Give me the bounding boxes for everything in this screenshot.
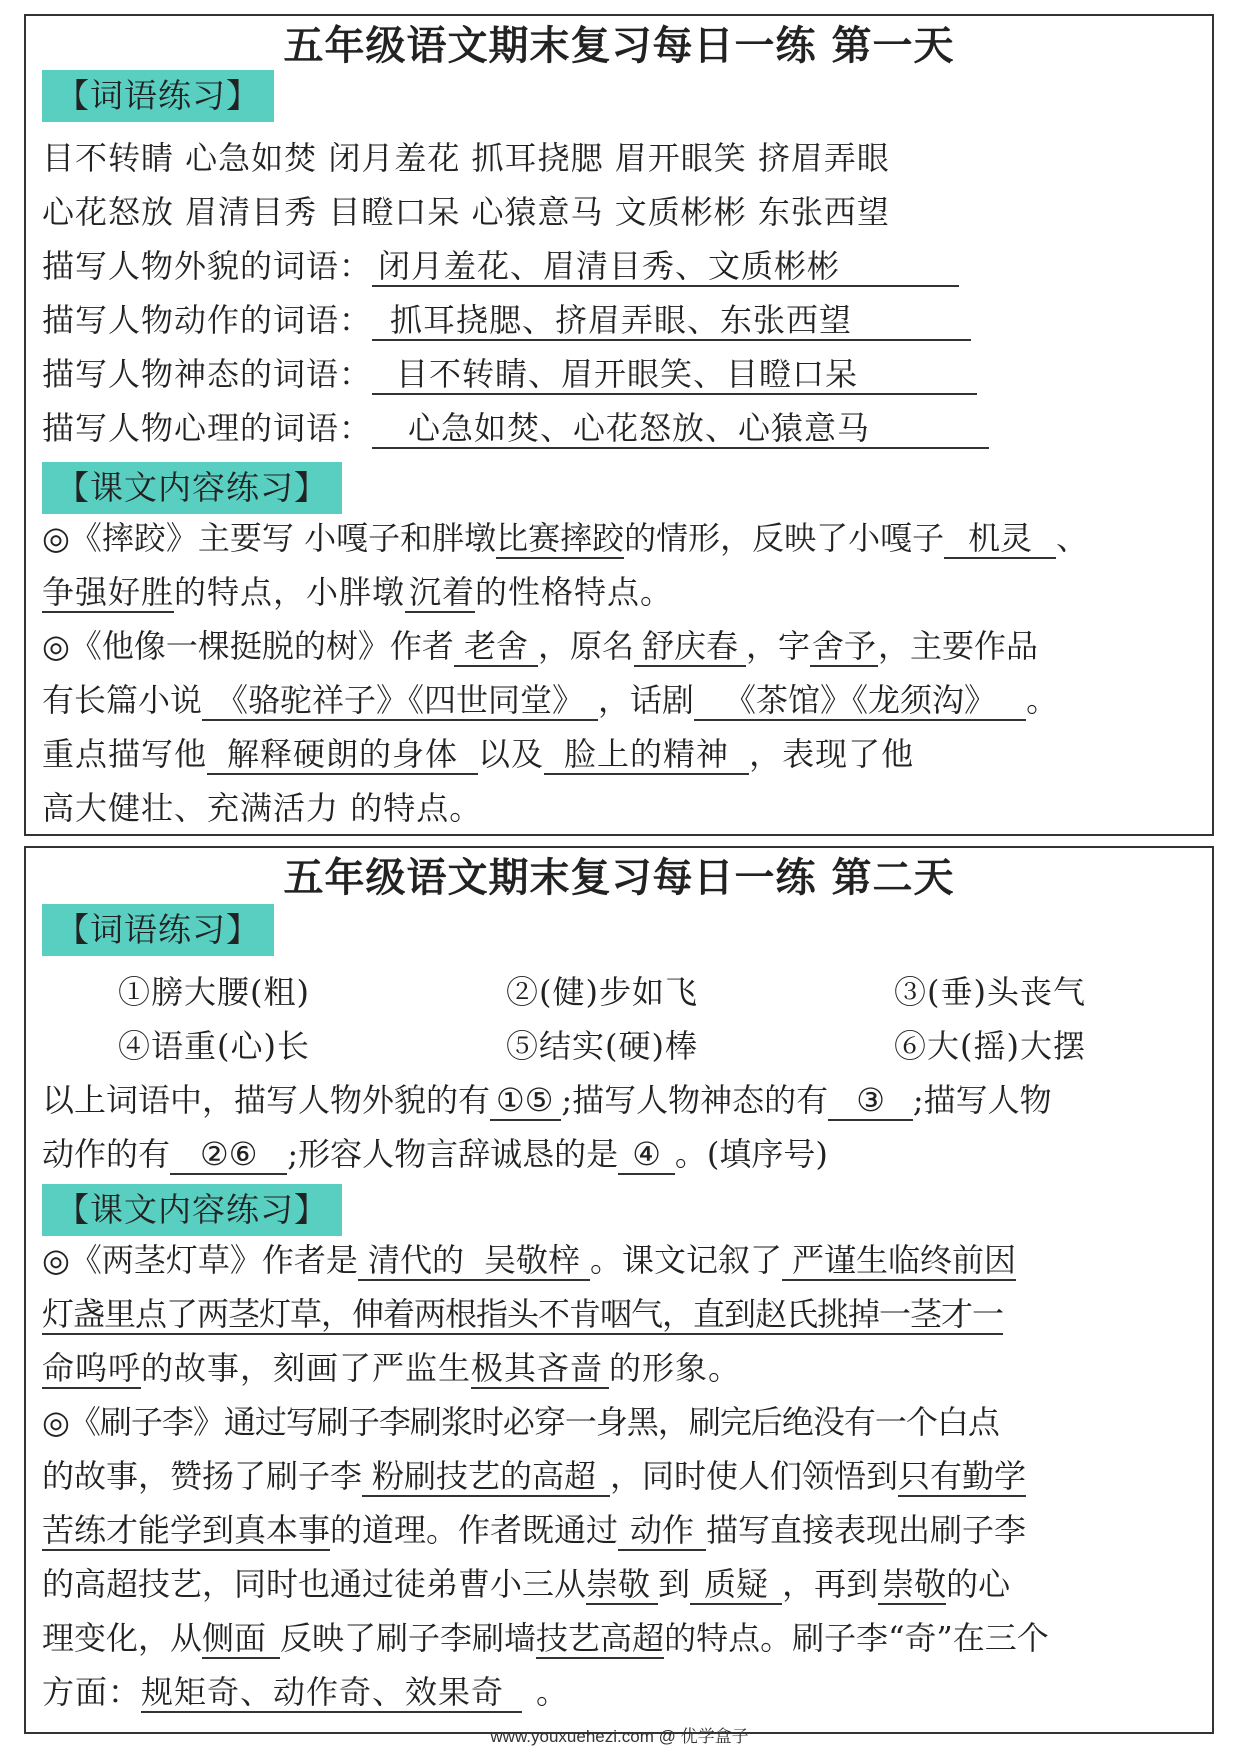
- answer: 动作: [618, 1511, 706, 1551]
- answer: 极其吝啬: [471, 1349, 609, 1389]
- answer: 崇敬: [878, 1565, 946, 1605]
- answer: 吴敬梓: [474, 1241, 590, 1281]
- answer: 机灵: [944, 519, 1056, 559]
- answer: 目不转睛、眉开眼笑、目瞪口呆: [372, 355, 977, 395]
- text: 的心: [946, 1565, 1011, 1603]
- day1-q-action: [42, 300, 1196, 341]
- answer: 闭月羞花、眉清目秀、文质彬彬: [372, 247, 959, 287]
- answer: 老舍: [454, 627, 538, 667]
- day2-q-line2: [42, 1134, 1196, 1175]
- text: 以上词语中，描写人物外貌的有: [42, 1081, 491, 1119]
- text: 的故事，赞扬了刷子李: [42, 1457, 363, 1495]
- answer: ④: [618, 1135, 675, 1175]
- text: ;描写人物神态的有: [561, 1081, 829, 1119]
- day2-text-header: 【课文内容练习】: [42, 1184, 342, 1236]
- text: ◎《摔跤》主要写 小嘎子和胖墩: [42, 519, 497, 557]
- day1-title: 五年级语文期末复习每日一练 第一天: [283, 22, 955, 69]
- text: ;描写人物: [912, 1081, 1052, 1119]
- text: 。: [1026, 681, 1059, 719]
- text: 的特点。: [339, 789, 483, 827]
- day2-item-1: ①膀大腰(粗): [118, 973, 310, 1011]
- text: 有长篇小说: [42, 681, 203, 719]
- answer: 命呜呼: [42, 1349, 142, 1387]
- answer: 苦练才能学到真本事: [42, 1511, 331, 1549]
- day1-p1-line2: [42, 572, 1196, 613]
- text: ，字: [745, 627, 810, 665]
- day2-item-5: ⑤结实(硬)棒: [506, 1027, 698, 1065]
- text: 的高超技艺，同时也通过徒弟曹小三从: [42, 1565, 587, 1603]
- text: ◎《两茎灯草》作者是: [42, 1241, 358, 1279]
- answer: 灯盏里点了两茎灯草，伸着两根指头不肯咽气，直到赵氏挑掉一茎才一: [42, 1295, 1004, 1333]
- day2-p2-line5: [42, 1618, 1196, 1659]
- text: ，主要作品: [878, 627, 1039, 665]
- day2-title: 五年级语文期末复习每日一练 第二天: [283, 854, 955, 901]
- day1-vocab-row2: 心花怒放 眉清目秀 目瞪口呆 心猿意马 文质彬彬 东张西望: [42, 193, 890, 231]
- answer: 规矩奇、动作奇、效果奇: [141, 1673, 522, 1713]
- text: 以及: [478, 735, 545, 773]
- text: 重点描写他: [42, 735, 208, 773]
- text: ，话剧: [598, 681, 695, 719]
- answer: 脸上的精神: [544, 735, 749, 775]
- answer: 抓耳挠腮、挤眉弄眼、东张西望: [372, 301, 971, 341]
- day2-item-6: ⑥大(摇)大摆: [894, 1027, 1086, 1065]
- answer: 高大健壮、充满活力: [42, 789, 340, 827]
- label: 描写人物心理的词语：: [42, 409, 373, 447]
- footer-watermark: www.youxuehezi.com @ 优学盒子: [490, 1727, 749, 1746]
- day2-q-line1: [42, 1080, 1196, 1121]
- answer: 清代的: [358, 1241, 474, 1281]
- day2-vocab-header: 【词语练习】: [42, 904, 274, 956]
- text: 的性格特点。: [475, 573, 674, 611]
- label: 描写人物外貌的词语：: [42, 247, 373, 285]
- answer: 比赛摔跤: [496, 519, 625, 557]
- text: 动作的有: [42, 1135, 171, 1173]
- day2-p2-line2: [42, 1456, 1196, 1497]
- day2-p2-line4: [42, 1564, 1196, 1605]
- day2-item-4: ④语重(心)长: [118, 1027, 310, 1065]
- day1-q-appearance: [42, 246, 1196, 287]
- text: 的情形，反映了小嘎子: [624, 519, 945, 557]
- day1-p2-line2: [42, 680, 1196, 721]
- day2-item-3: ③(垂)头丧气: [894, 973, 1086, 1011]
- label: 描写人物神态的词语：: [42, 355, 373, 393]
- day1-vocab-row1: 目不转睛 心急如焚 闭月羞花 抓耳挠腮 眉开眼笑 挤眉弄眼: [42, 139, 890, 177]
- answer: 心急如焚、心花怒放、心猿意马: [372, 409, 989, 449]
- text: ◎《他像一棵挺脱的树》作者: [42, 627, 454, 665]
- day1-text-header: 【课文内容练习】: [42, 462, 342, 514]
- text: 到: [658, 1565, 691, 1603]
- text: 理变化，从: [42, 1619, 203, 1657]
- answer: 舍予: [812, 627, 877, 665]
- label: 描写人物动作的词语：: [42, 301, 373, 339]
- text: 方面：: [42, 1673, 142, 1711]
- text: ，表现了他: [749, 735, 915, 773]
- answer: 沉着: [405, 573, 475, 613]
- text: 描写直接表现出刷子李: [706, 1511, 1027, 1549]
- answer: ②⑥: [170, 1135, 287, 1175]
- day2-p2-line6: [42, 1672, 1196, 1713]
- text: 。(填序号): [674, 1135, 828, 1173]
- answer: 技艺高超: [536, 1619, 665, 1657]
- text: 、: [1056, 519, 1089, 557]
- day1-p2-line1: [42, 626, 1196, 667]
- day1-p2-line4: [42, 788, 1196, 828]
- answer: 争强好胜: [42, 573, 175, 611]
- answer: 质疑: [690, 1565, 782, 1605]
- day2-p2-line3: [42, 1510, 1196, 1551]
- text: 的形象。: [609, 1349, 742, 1387]
- text: ;形容人物言辞诚恳的是: [287, 1135, 619, 1173]
- answer: 舒庆春: [634, 627, 746, 667]
- answer: 《茶馆》《龙须沟》: [694, 681, 1026, 721]
- answer: 《骆驼祥子》《四世同堂》: [202, 681, 598, 721]
- worksheet-day2: [24, 846, 1214, 1734]
- day1-p1-line1: [42, 518, 1196, 559]
- day2-p2-line1: ◎《刷子李》通过写刷子李刷浆时必穿一身黑，刷完后绝没有一个白点: [42, 1403, 999, 1441]
- answer: 解释硬朗的身体: [207, 735, 478, 775]
- text: ，同时使人们领悟到: [610, 1457, 899, 1495]
- answer: 只有勤学: [898, 1457, 1027, 1495]
- day1-q-expression: [42, 354, 1196, 395]
- day2-p1-line3: [42, 1348, 1196, 1389]
- answer: ①⑤: [490, 1081, 561, 1121]
- answer: ③: [828, 1081, 913, 1121]
- text: 反映了刷子李刷墙: [280, 1619, 537, 1657]
- day2-p1-line2: [42, 1294, 1196, 1335]
- text: 。: [536, 1673, 570, 1711]
- text: 。课文记叙了: [589, 1241, 782, 1279]
- answer: 严谨生临终前因: [782, 1241, 1016, 1281]
- text: ，再到: [782, 1565, 879, 1603]
- answer: 粉刷技艺的高超: [362, 1457, 610, 1497]
- worksheet-day1: [24, 14, 1214, 836]
- text: 的道理。作者既通过: [330, 1511, 619, 1549]
- day1-vocab-header: 【词语练习】: [42, 70, 274, 122]
- text: 的特点，小胖墩: [174, 573, 406, 611]
- answer: 侧面: [202, 1619, 280, 1659]
- day2-p1-line1: [42, 1240, 1196, 1281]
- day1-p2-line3: [42, 734, 1196, 775]
- day1-q-mind: [42, 408, 1196, 449]
- text: 的特点。刷子李“奇”在三个: [664, 1619, 1049, 1657]
- day2-item-2: ②(健)步如飞: [506, 973, 698, 1011]
- text: ，原名: [537, 627, 634, 665]
- answer: 崇敬: [586, 1565, 658, 1605]
- text: 的故事，刻画了严监生: [141, 1349, 472, 1387]
